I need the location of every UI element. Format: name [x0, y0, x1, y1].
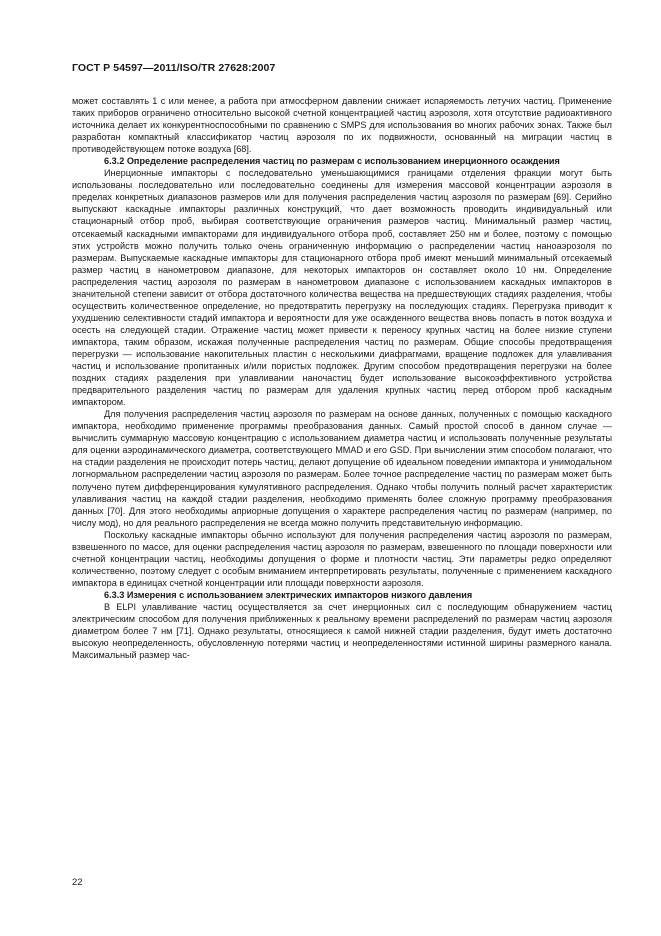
paragraph-continuation: может составлять 1 с или менее, а работа при атмосферном давлении снижает испаряемость летучих частиц. Применение таких приборов ограничено относительно высокой счетной концентрацией частиц аэрозоля, хотя отсутствие радиоактивного источника делает их конкурентноспособными по сравнению с SMPS для использования во многих рабочих зонах. Также был разработан компактный классификатор частиц аэрозоля по их подвижности, основанный на миграции частиц в противодействующем потоке воздуха [68]. — [72, 96, 612, 155]
section-heading-6-3-2: 6.3.2 Определение распределения частиц по размерам с использованием инерционного осаждения — [104, 156, 560, 167]
paragraph-elpi: В ELPI улавливание частиц осуществляется за счет инерционных сил с последующим обнаружением частиц электрическим способом для получения приближенных к реальному времени распределений по размерам частиц аэрозоля диаметром более 7 нм [71]. Однако результаты, относящиеся к самой нижней стадии разделения, будут иметь достаточно высокую неопределенность, обусловленную потерями частиц и неопределенностями истинной ширины размерного канала. Максимальный размер час- — [72, 601, 612, 661]
paragraph-cascade-impactors: Поскольку каскадные импакторы обычно используют для получения распределения частиц аэрозоля по размерам, взвешенного по массе, для оценки распределения частиц аэрозоля по размерам, взвешенного по площади поверхности или счетной концентрации частиц, необходимы допущения о форме и плотности частиц. Эти параметры редко определяют количественно, поэтому следует с особым вниманием интерпретировать результаты, полученные с применением каскадного импактора в единицах счетной концентрации или площади поверхности аэрозоля. — [72, 529, 612, 588]
section-heading-6-3-3: 6.3.3 Измерения с использованием электрических импакторов низкого давления — [104, 589, 473, 600]
document-body — [72, 95, 612, 661]
page-number: 22 — [72, 877, 83, 888]
paragraph-data-conversion: Для получения распределения частиц аэрозоля по размерам на основе данных, полученных с помощью каскадного импактора, необходимо применение программы преобразования данных. Самый простой способ в данном случае — вычислить суммарную массовую концентрацию с использованием диаметра частиц и использовать полученные результаты для оценки аэродинамического диаметра, соответствующего MMAD и его GSD. При вычислении этим способом полагают, что на стадии разделения не происходит потерь частиц, делают допущение об идеальном поведении импактора и унимодальном логнормальном распределении частиц аэрозоля по размерам. Более точное распределение частиц по размерам может быть получено путем дифференцирования кумулятивного распределения. Однако чтобы получить полный расчет характеристик улавливания частиц на каждой стадии разделения, необходимо применять более сложную программу преобразования данных [70]. Для этого необходимы априорные допущения о характере распределения частиц по размерам (например, по числу мод), но для реального распределения не всегда можно получить представительную информацию. — [72, 409, 612, 528]
standard-header: ГОСТ Р 54597—2011/ISO/TR 27628:2007 — [72, 62, 276, 74]
paragraph-inertial-impactors: Инерционные импакторы с последовательно уменьшающимися границами отделения фракции могут быть использованы последовательно или последовательно соединены для измерения массовой концентрации аэрозоля в пределах конкретных диапазонов размеров или для получения распределения частиц аэрозоля по размерам [69]. Серийно выпускают каскадные импакторы различных конструкций, что дает возможность проводить индивидуальный или стационарный отбор проб, выбирая соответствующие ограничения размеров частиц. Минимальный размер частиц, отсекаемый каскадными импакторами для индивидуального отбора проб, составляет 250 нм и более, поэтому с помощью этих устройств можно получить только очень ограниченную информацию о распределении частиц наноаэрозоля по размерам. Выпускаемые каскадные импакторы для стационарного отбора проб имеют меньший минимальный отсекаемый размер частиц в нанометровом диапазоне, для некоторых импакторов он составляет около 10 нм. Определение распределения частиц аэрозоля по размерам в нанометровом диапазоне с использованием каскадных импакторов в значительной степени зависит от отбора достаточного количества вещества на предшествующих стадиях разделения, чтобы осуществить количественное определение, но предотвратить перегрузку на последующих стадиях. Перегрузка приводит к ухудшению селективности стадий импактора и вероятности для уже осажденного вещества вновь попасть в поток воздуха и осесть на следующей стадии. Отражение частиц может привести к переносу крупных частиц на более низкие ступени импактора, таким образом, искажая полученные распределения частиц по размерам. Общие способы предотвращения перегрузки — использование накопительных пластин с несколькими диафрагмами, вращение подложек для улавливания частиц и использование пропитанных и/или пористых подложек. Другим способом предотвращения перегрузки на более поздних стадиях разделения при улавливании наночастиц будет использование высокоэффективного устройства предварительного разделения частиц по размерам для удаления крупных частиц перед отбором проб каскадным импактором. — [72, 168, 612, 408]
